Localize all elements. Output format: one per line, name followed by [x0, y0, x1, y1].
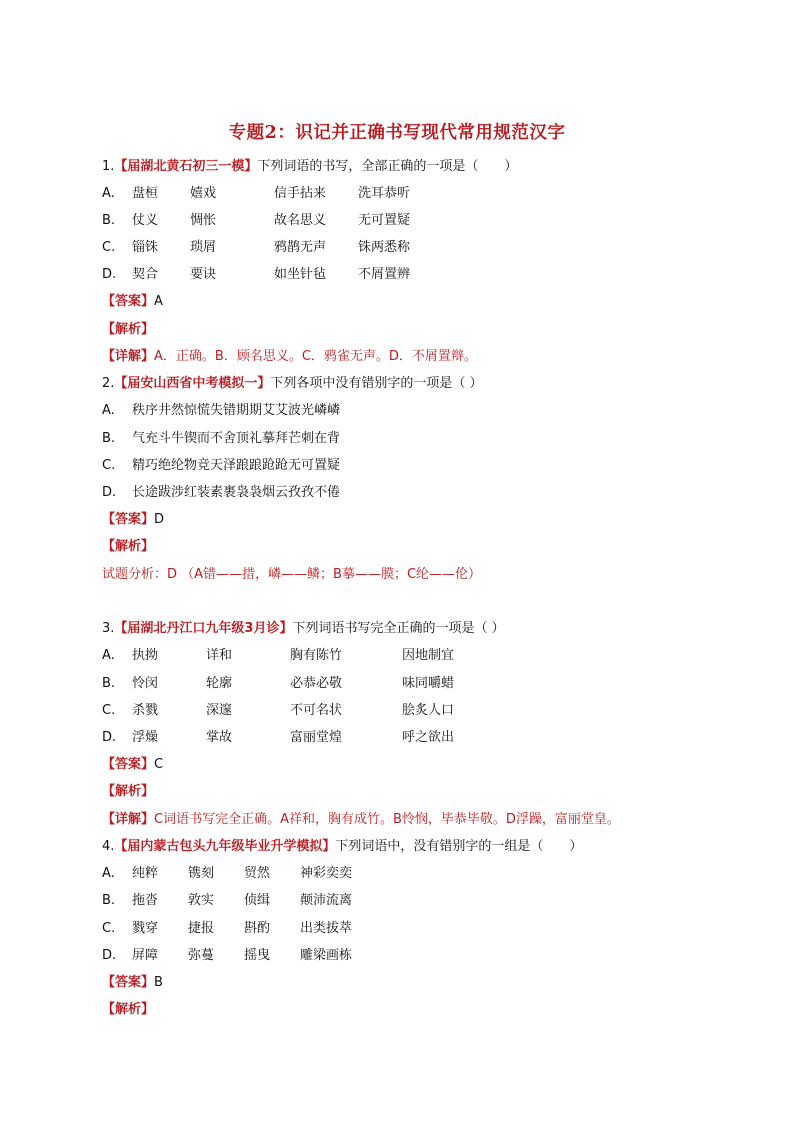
option-word: 仗义: [132, 213, 159, 228]
option-label: B.: [102, 893, 116, 908]
question-2-stem: [102, 375, 483, 393]
option-label: B.: [102, 676, 116, 691]
question-4-option-c: [102, 920, 352, 938]
question-3-stem: [102, 620, 505, 638]
option-word: 斟酌: [244, 921, 271, 936]
option-word: 怜闵: [132, 676, 159, 691]
option-word: 详和: [206, 648, 233, 663]
question-3-answer: [102, 756, 163, 774]
option-word: 摇曳: [244, 948, 271, 963]
question-4-option-d: [102, 947, 352, 965]
answer-tag: 【答案】: [102, 512, 155, 527]
question-1-analysis: [102, 321, 154, 339]
option-label: C.: [102, 240, 116, 255]
question-4-option-a: [102, 865, 352, 883]
question-text: 下列词语中，没有错别字的一组是（ ）: [335, 839, 583, 854]
option-word: 如坐针毡: [274, 267, 327, 282]
option-word: 拖沓: [132, 893, 159, 908]
option-word: 颠沛流离: [300, 893, 353, 908]
question-1-option-c: [102, 239, 410, 257]
option-word: 盘桓: [132, 186, 159, 201]
option-word: 捷报: [188, 921, 215, 936]
option-word: 味同嚼蜡: [402, 676, 455, 691]
option-word: 铢两悉称: [358, 240, 411, 255]
option-word: 脍炙人口: [402, 703, 455, 718]
option-label: C.: [102, 921, 116, 936]
answer-tag: 【答案】: [102, 294, 155, 309]
question-3-detail: [102, 811, 620, 829]
question-text: 下列词语书写完全正确的一项是（ ）: [292, 621, 505, 636]
analysis-tag: 【解析】: [102, 1002, 155, 1017]
question-text: 下列各项中没有错别字的一项是（ ）: [270, 376, 483, 391]
option-word: 戮穿: [132, 921, 159, 936]
option-word: 要诀: [190, 267, 217, 282]
option-text: 精巧绝纶物竞天泽踉踉跄跄无可置疑: [132, 458, 341, 473]
option-text: 秩序井然惊慌失错期期艾艾波光嶙嶙: [132, 403, 341, 418]
question-3-option-a: [102, 647, 454, 665]
option-label: A.: [102, 403, 115, 418]
option-word: 无可置疑: [358, 213, 411, 228]
question-1-option-a: [102, 185, 410, 203]
question-2-answer: [102, 511, 164, 529]
question-1-stem: [102, 158, 517, 176]
option-word: 必恭必敬: [290, 676, 343, 691]
option-word: 雕梁画栋: [300, 948, 353, 963]
option-word: 鸦鹊无声: [274, 240, 327, 255]
option-word: 掌故: [206, 730, 233, 745]
question-3-option-d: [102, 729, 454, 747]
answer-tag: 【答案】: [102, 757, 155, 772]
option-word: 锱铢: [132, 240, 159, 255]
question-2-option-d: [102, 484, 340, 502]
option-label: B.: [102, 213, 116, 228]
option-word: 琐屑: [190, 240, 217, 255]
option-word: 弥蔓: [188, 948, 215, 963]
option-word: 侦缉: [244, 893, 271, 908]
option-label: B.: [102, 431, 116, 446]
question-source: 【届湖北黄石初三一模】: [114, 159, 258, 174]
question-3-option-b: [102, 675, 454, 693]
option-text: 长途跋涉红装素裹袅袅烟云孜孜不倦: [132, 485, 341, 500]
analysis-tag: 【解析】: [102, 322, 155, 337]
answer-value: A: [154, 294, 163, 309]
question-1-detail: [102, 348, 477, 366]
analysis-tag: 【解析】: [102, 539, 155, 554]
detail-text: C词语书写完全正确。A祥和，胸有成竹。B怜悯，毕恭毕敬。D浮躁，富丽堂皇。: [154, 812, 620, 827]
question-3-option-c: [102, 702, 454, 720]
option-word: 镌刻: [188, 866, 215, 881]
question-1-option-b: [102, 212, 410, 230]
option-word: 纯粹: [132, 866, 159, 881]
question-2-option-b: [102, 430, 340, 448]
option-word: 富丽堂煌: [290, 730, 343, 745]
detail-tag: 【详解】: [102, 812, 155, 827]
question-source: 【届湖北丹江口九年级3月诊】: [114, 621, 293, 636]
question-number: 2.: [102, 376, 115, 391]
option-word: 神彩奕奕: [300, 866, 353, 881]
question-2-detail: [102, 566, 481, 584]
option-label: D.: [102, 948, 117, 963]
question-4-stem: [102, 838, 582, 856]
option-word: 故名思义: [274, 213, 327, 228]
option-word: 因地制宜: [402, 648, 455, 663]
option-word: 胸有陈竹: [290, 648, 343, 663]
option-label: A.: [102, 648, 115, 663]
question-2-option-a: [102, 402, 340, 420]
option-word: 浮燥: [132, 730, 159, 745]
option-word: 屏障: [132, 948, 159, 963]
option-label: D.: [102, 485, 117, 500]
page-title: 专题2：识记并正确书写现代常用规范汉字: [228, 123, 566, 143]
question-source: 【届内蒙古包头九年级毕业升学模拟】: [114, 839, 336, 854]
question-number: 1.: [102, 159, 115, 174]
question-1-option-d: [102, 266, 410, 284]
option-word: 轮廓: [206, 676, 233, 691]
option-word: 执拗: [132, 648, 159, 663]
option-label: D.: [102, 267, 117, 282]
option-word: 契合: [132, 267, 159, 282]
option-word: 不屑置辨: [358, 267, 411, 282]
option-text: 气充斗牛锲而不舍顶礼摹拜芒刺在背: [132, 431, 341, 446]
option-label: A.: [102, 186, 115, 201]
question-number: 4.: [102, 839, 115, 854]
option-word: 不可名状: [290, 703, 343, 718]
detail-text: 试题分析：D （A错——措，嶙——鳞；B摹——膜；C纶——伦）: [102, 567, 482, 582]
answer-value: C: [154, 757, 164, 772]
question-source: 【届安山西省中考模拟一】: [114, 376, 271, 391]
answer-value: B: [154, 975, 163, 990]
option-word: 深邃: [206, 703, 233, 718]
question-number: 3.: [102, 621, 115, 636]
option-label: D.: [102, 730, 117, 745]
question-1-answer: [102, 293, 163, 311]
option-word: 嬉戏: [190, 186, 217, 201]
option-word: 惆怅: [190, 213, 217, 228]
question-2-analysis: [102, 538, 154, 556]
analysis-tag: 【解析】: [102, 784, 155, 799]
option-label: A.: [102, 866, 115, 881]
option-word: 敦实: [188, 893, 215, 908]
detail-text: A．正确。B．顾名思义。C．鸦雀无声。D．不屑置辩。: [154, 349, 477, 364]
detail-tag: 【详解】: [102, 349, 155, 364]
option-label: C.: [102, 703, 116, 718]
option-word: 出类拔萃: [300, 921, 353, 936]
option-word: 呼之欲出: [402, 730, 455, 745]
option-word: 贸然: [244, 866, 271, 881]
question-text: 下列词语的书写，全部正确的一项是（ ）: [257, 159, 518, 174]
option-word: 信手拈来: [274, 186, 327, 201]
answer-value: D: [154, 512, 165, 527]
question-4-answer: [102, 974, 163, 992]
option-word: 洗耳恭听: [358, 186, 411, 201]
answer-tag: 【答案】: [102, 975, 155, 990]
question-4-option-b: [102, 892, 352, 910]
option-label: C.: [102, 458, 116, 473]
question-2-option-c: [102, 457, 340, 475]
question-3-analysis: [102, 783, 154, 801]
question-4-analysis: [102, 1001, 154, 1019]
option-word: 杀戮: [132, 703, 159, 718]
